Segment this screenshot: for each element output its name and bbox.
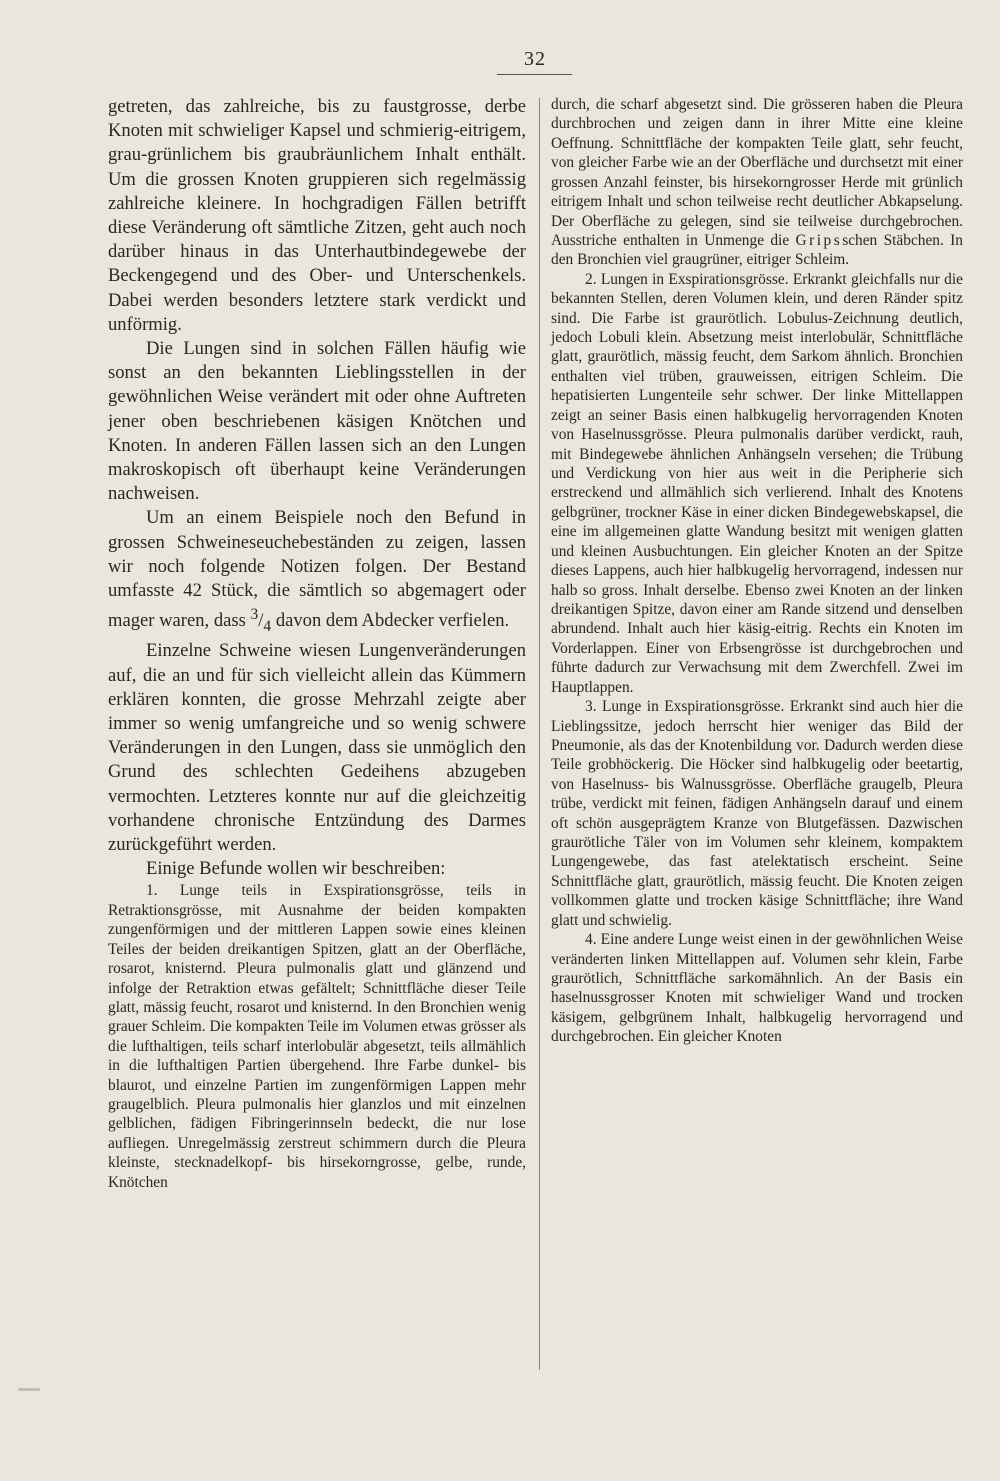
left-paragraph-5: Einige Befunde wollen wir beschreiben: [146,858,446,880]
left-paragraph-6: 1. Lunge teils in Exspirationsgrösse, teils in Retraktionsgrösse, mit Ausnahme der beiden kompakten zungenförmigen und der mittleren Lappen sowie eines kleinen Teiles der beiden dreikantigen Spitzen, glatt an der Oberfläche, rosarot, knisternd. Pleura pulmonalis glatt und glänzend und infolge der Retraktion etwas gefältelt; Schnittfläche dieser Teile glatt, mässig feucht, rosarot und knisternd. In den Bronchien wenig grauer Schleim. Die kompakten Teile im Volumen etwas grösser als die lufthaltigen, teils scharf interlobulär abgesetzt, teils allmählich in die lufthaltigen Partien übergehend. Ihre Farbe dunkel- bis blaurot, und einzelne Partien im zungenförmigen Lappen mehr graugelblich. Pleura pulmonalis hier glanzlos und mit einzelnen gelblichen, fädigen Fibringerinnseln bedeckt, die nur lose aufliegen. Unregelmässig zerstreut schimmern durch die Pleura kleinste, stecknadelkopf- bis hirsekorngrosse, gelbe, runde, Knötchen [108,882,526,1191]
fraction-numerator: 3 [250,606,259,624]
right-paragraph-4: 4. Eine andere Lunge weist einen in der gewöhnlichen Weise veränderten linken Mittellappen auf. Volumen sehr klein, Farbe graurötlich, Schnittfläche sarkomähnlich. An der Basis ein haselnussgrosser Knoten mit schwieliger Wand und trocken käsigem, gelbgrünem Inhalt, halbkugelig hervorragend und durchgebrochen. Ein gleicher Knoten [551,931,963,1046]
left-paragraph-3-part-2: davon dem Abdecker verfielen. [271,610,510,632]
left-paragraph-4: Einzelne Schweine wiesen Lungenveränderungen auf, die an und für sich vielleicht allein das Kümmern erklären konnten, die grosse Mehrzahl zeigte aber immer so wenig umfangreiche und so wenig schwere Veränderungen in den Lungen, dass sie unmöglich den Grund des schlechten Gedeihens abzugeben vermochten. Letzteres konnte nur auf die gleichzeitig vorhandene chronische Entzündung des Darmes zurückgeführt werden. [108,640,526,855]
page-number-rule [497,74,572,75]
column-divider [539,98,540,1370]
right-paragraph-3: 3. Lunge in Exspirationsgrösse. Erkrankt sind auch hier die Lieblingssitze, jedoch herrscht hier weniger das Bild der Pneumonie, als das der Knotenbildung vor. Dadurch werden diese Teile grobhöckerig. Die Höcker sind halbkugelig oder beetartig, von Haselnuss- bis Walnussgrösse. Oberfläche graugelb, Pleura trübe, verdickt mit feinen, fädigen Anhängseln darauf und einem oft schön ausgeprägtem Kranze von Blutgefässen. Dazwischen graurötliche Täler von im Volumen sehr kleinem, kompaktem Lungengewebe, das fast atelektatisch erscheint. Seine Schnittfläche glatt, graurötlich, mässig feucht. Die Knoten zeigen vollkommen glatte und trocken käsige Schnittfläche; ihre Wand glatt und schwielig. [551,698,963,929]
left-paragraph-3: Um an einem Beispiele noch den Befund in grossen Schweineseuchebeständen zu zeigen, lassen wir noch folgende Notizen folgen. Der Bestand umfasste 42 Stück, die sämtlich so abgemagert oder mager waren, dass $^3/_4$ davon dem Abdecker verfielen. [108,507,526,636]
fraction-denominator: 4 [263,618,272,636]
left-paragraph-2: Die Lungen sind in solchen Fällen häufig wie sonst an den bekannten Lieblingsstellen in der gewöhnlichen Weise verändert mit oder ohne Auftreten jener oben beschriebenen käsigen Knötchen und Knoten. In anderen Fällen lassen sich an den Lungen makroskopisch oft überhaupt keine Veränderungen nachweisen. [108,338,526,505]
right-paragraph-2: 2. Lungen in Exspirationsgrösse. Erkrankt gleichfalls nur die bekannten Stellen, deren Volumen klein, und deren Ränder spitz sind. Die Farbe ist graurötlich. Lobulus-Zeichnung deutlich, jedoch Lobuli klein. Absetzung meist interlobulär, Schnittfläche glatt, graurötlich, mässig feucht, dem Sarkom ähnlich. Bronchien enthalten viel trüben, grauweissen, eitrigen Schleim. Die hepatisierten Lungenteile sehr schwer. Der linke Mittellappen zeigt an seiner Basis einen halbkugelig hervorragenden Knoten von Haselnussgrösse. Pleura pulmonalis darüber verdickt, rauh, mit Bindegewebe ähnlichen Anhängseln versehen; die Trübung und Verdickung von hier aus weit in die Peripherie sich erstreckend und allmählich sich verlierend. Inhalt des Knotens gelbgrüner, trockner Käse in einer dicken Bindegewebskapsel, die eine im allgemeinen glatte Wandung besitzt mit wenigen glatten und kleinen Ausbuchtungen. Ein gleicher Knoten an der Spitze dieses Lappens, auch hier halbkugelig hervorragend, indessen nur halb so gross. Inhalt derselbe. Ebenso zwei Knoten an der linken dreikantigen Spitze, davon einer am Rande sitzend und denselben abrundend. Inhalt auch hier käsig-eitrig. Rechts ein Knoten im Vorderlappen. Einer von Erbsengrösse ist durchgebrochen und führte dadurch zur Verwachsung mit dem Zwerchfell. Zwei im Hauptlappen. [551,270,963,696]
scan-smudge [18,1388,40,1391]
left-paragraph-3-part-1: Um an einem Beispiele noch den Befund in grossen Schweineseuchebeständen zu zeigen, lassen wir noch folgende Notizen folgen. Der Bestand umfasste 42 Stück, die sämtlich so abgemagert oder mager waren, dass [108,507,526,632]
right-paragraph-1-part-2: schen Stäbchen. In den Bronchien viel graugrüner, eitriger Schleim. [551,231,963,269]
right-paragraph-1 [551,95,963,270]
left-paragraph-1: getreten, das zahlreiche, bis zu faustgrosse, derbe Knoten mit schwieliger Kapsel und schmierig-eitrigem, grau-grünlichem bis graubräunlichem Inhalt enthält. Um die grossen Knoten gruppieren sich regelmässig zahlreiche kleinere. In hochgradigen Fällen betrifft diese Veränderung oft sämtliche Zitzen, geht auch noch darüber hinaus in das Unterhautbindegewebe der Beckengegend und des Ober- und Unterschenkels. Dabei werden besonders letztere stark verdickt und unförmig. [108,96,526,335]
left-column [108,95,526,1192]
right-column [551,95,963,1047]
spaced-name: Grips [795,231,843,249]
page-number: 32 [524,48,546,70]
right-paragraph-1-part-1: durch, die scharf abgesetzt sind. Die grösseren haben die Pleura durchbrochen und zeigen dann in ihrer Mitte eine kleine Oeffnung. Schnittfläche der kompakten Teile glatt, sehr feucht, von gleicher Farbe wie an der Oberfläche und durchsetzt mit einer grossen Anzahl feinster, bis hirsekorngrosser Herde mit grünlich eitrigem Inhalt und schon teilweise recht deutlicher Abkapselung. Der Oberfläche zu gelegen, sind sie teilweise durchgebrochen. Ausstriche enthalten in Unmenge die [551,96,963,249]
